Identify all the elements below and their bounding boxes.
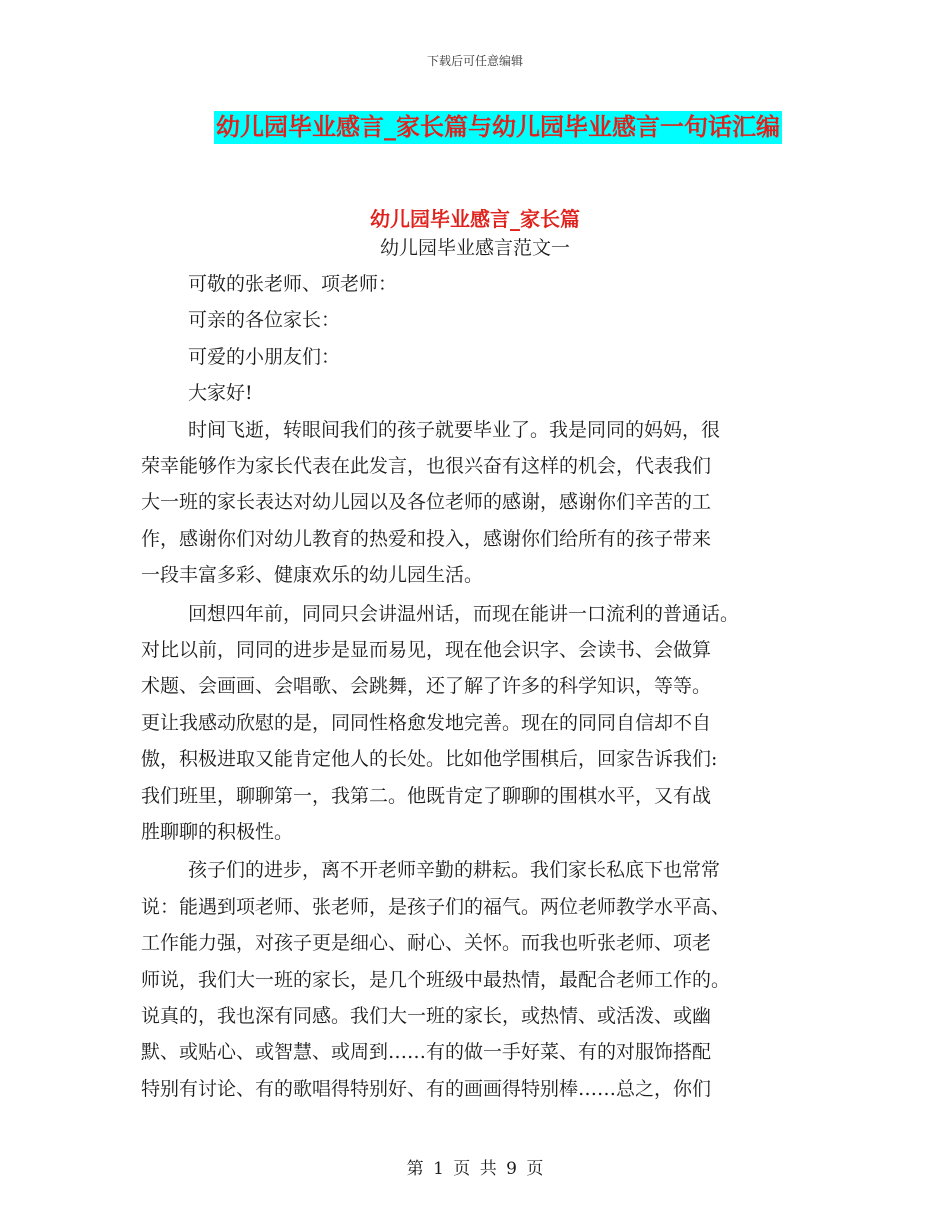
main-title-container: [0, 111, 950, 144]
header-note: 下载后可任意编辑: [426, 54, 523, 68]
paragraph-line: 师说，我们大一班的家长，是几个班级中最热情，最配合老师工作的。: [141, 968, 731, 991]
paragraph-line: 说真的，我也深有同感。我们大一班的家长，或热情、或活泼、或幽: [141, 1005, 712, 1028]
paragraph-line: 作，感谢你们对幼儿教育的热爱和投入，感谢你们给所有的孩子带来: [141, 527, 712, 550]
greeting-line: 大家好!: [188, 382, 253, 405]
paragraph-line: 孩子们的进步，离不开老师辛勤的耕耘。我们家长私底下也常常: [188, 859, 721, 882]
greeting-line: 可敬的张老师、项老师：: [188, 273, 398, 295]
paragraph-line: 默、或贴心、或智慧、或周到……有的做一手好菜、有的对服饰搭配: [141, 1041, 712, 1064]
paragraph-line: 术题、会画画、会唱歌、会跳舞，还了解了许多的科学知识，等等。: [141, 675, 712, 698]
paragraph-line: 胜聊聊的积极性。: [141, 821, 294, 844]
section-title: 幼儿园毕业感言_家长篇: [370, 207, 580, 231]
paragraph-line: 荣幸能够作为家长代表在此发言，也很兴奋有这样的机会，代表我们: [141, 454, 712, 477]
greeting-line: 可亲的各位家长：: [188, 309, 341, 332]
main-title: 幼儿园毕业感言_家长篇与幼儿园毕业感言一句话汇编: [214, 111, 782, 144]
paragraph-line: 时间飞逝，转眼间我们的孩子就要毕业了。我是同同的妈妈，很: [188, 418, 721, 441]
paragraph-line: 回想四年前，同同只会讲温州话，而现在能讲一口流利的普通话。: [188, 602, 740, 625]
paragraph-line: 特别有讨论、有的歌唱得特别好、有的画画得特别棒……总之，你们: [141, 1077, 712, 1100]
page-number-footer: 第 1 页 共 9 页: [406, 1159, 544, 1179]
paragraph-line: 更让我感动欣慰的是，同同性格愈发地完善。现在的同同自信却不自: [141, 711, 712, 734]
paragraph-line: 傲，积极进取又能肯定他人的长处。比如他学围棋后，回家告诉我们:: [141, 748, 718, 771]
greeting-line: 可爱的小朋友们：: [188, 345, 341, 368]
paragraph-line: 说：能遇到项老师、张老师，是孩子们的福气。两位老师教学水平高、: [141, 895, 731, 918]
paragraph-line: 大一班的家长表达对幼儿园以及各位老师的感谢，感谢你们辛苦的工: [141, 491, 712, 514]
paragraph-line: 对比以前，同同的进步是显而易见，现在他会识字、会读书、会做算: [141, 639, 712, 661]
paragraph-line: 我们班里，聊聊第一，我第二。他既肯定了聊聊的围棋水平，又有战: [141, 784, 712, 807]
paragraph-line: 工作能力强，对孩子更是细心、耐心、关怀。而我也听张老师、项老: [141, 932, 712, 955]
paragraph-line: 一段丰富多彩、健康欢乐的幼儿园生活。: [141, 564, 484, 587]
subtitle: 幼儿园毕业感言范文一: [379, 237, 570, 259]
paragraph: [141, 412, 811, 594]
document-body: [141, 266, 811, 1107]
paragraph: [141, 596, 811, 851]
paragraph: [141, 852, 811, 1107]
